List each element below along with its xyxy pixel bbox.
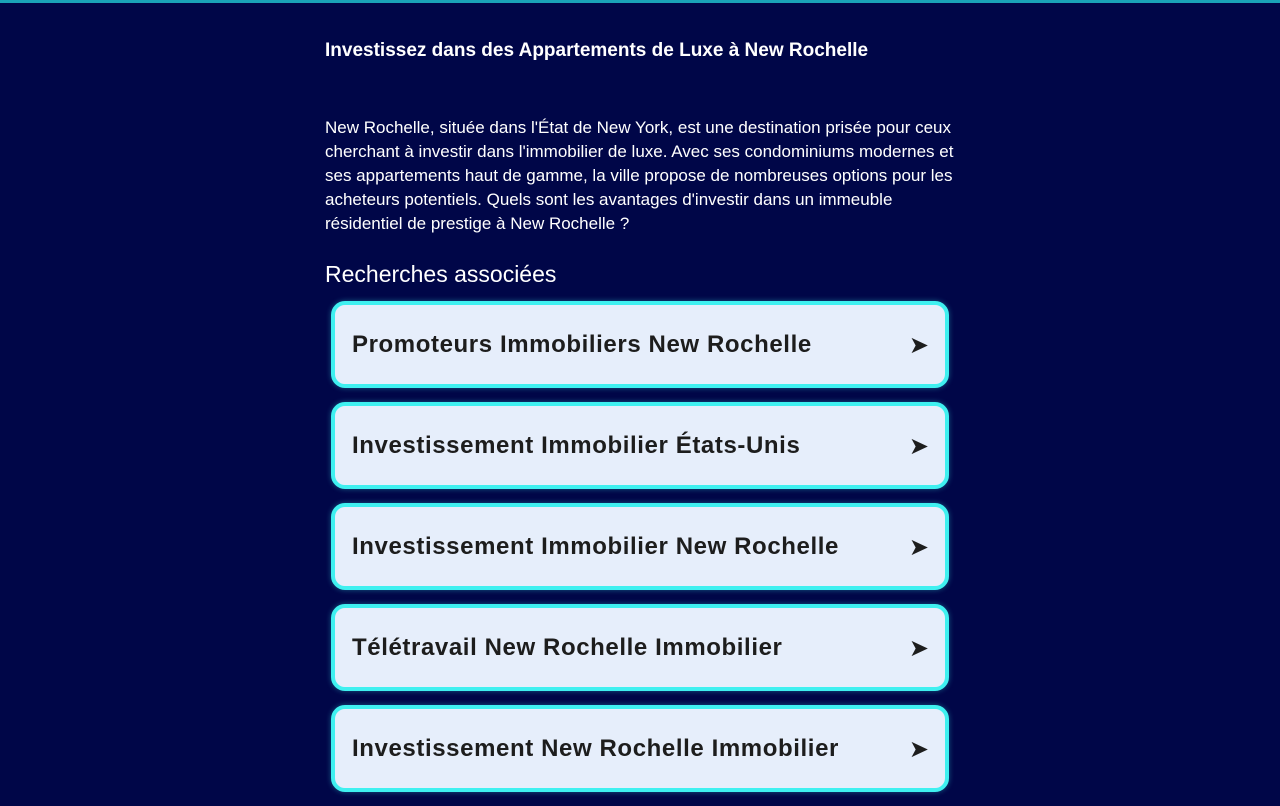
arrow-right-icon: ➤ — [908, 532, 929, 561]
intro-paragraph: New Rochelle, située dans l'État de New York, est une destination prisée pour ceux cherchant à investir dans l'immobilier de luxe. Avec ses condominiums modernes et ses appartements haut de gamme, la ville propose de nombreuses options pour les acheteurs potentiels. Quels sont les avantages d'investir dans un immeuble résidentiel de prestige à New Rochelle ? — [325, 118, 954, 233]
page-headline: Investissez dans des Appartements de Luxe à New Rochelle — [325, 40, 869, 61]
related-search-label: Investissement Immobilier États-Unis — [352, 431, 801, 459]
arrow-right-icon: ➤ — [908, 330, 929, 359]
arrow-right-icon: ➤ — [908, 431, 929, 460]
related-search-card[interactable] — [331, 301, 949, 388]
related-searches-heading: Recherches associées — [325, 261, 557, 287]
arrow-right-icon: ➤ — [908, 633, 929, 662]
related-searches-list — [331, 301, 949, 806]
related-search-card[interactable] — [331, 402, 949, 489]
related-search-label: Télétravail New Rochelle Immobilier — [352, 633, 783, 661]
related-search-card[interactable] — [331, 503, 949, 590]
top-accent-bar — [0, 0, 1280, 3]
related-search-card[interactable] — [331, 604, 949, 691]
related-search-label: Investissement Immobilier New Rochelle — [352, 532, 839, 560]
related-search-label: Investissement New Rochelle Immobilier — [352, 734, 839, 762]
arrow-right-icon: ➤ — [908, 734, 929, 763]
related-search-card[interactable] — [331, 705, 949, 792]
related-search-label: Promoteurs Immobiliers New Rochelle — [352, 330, 812, 358]
